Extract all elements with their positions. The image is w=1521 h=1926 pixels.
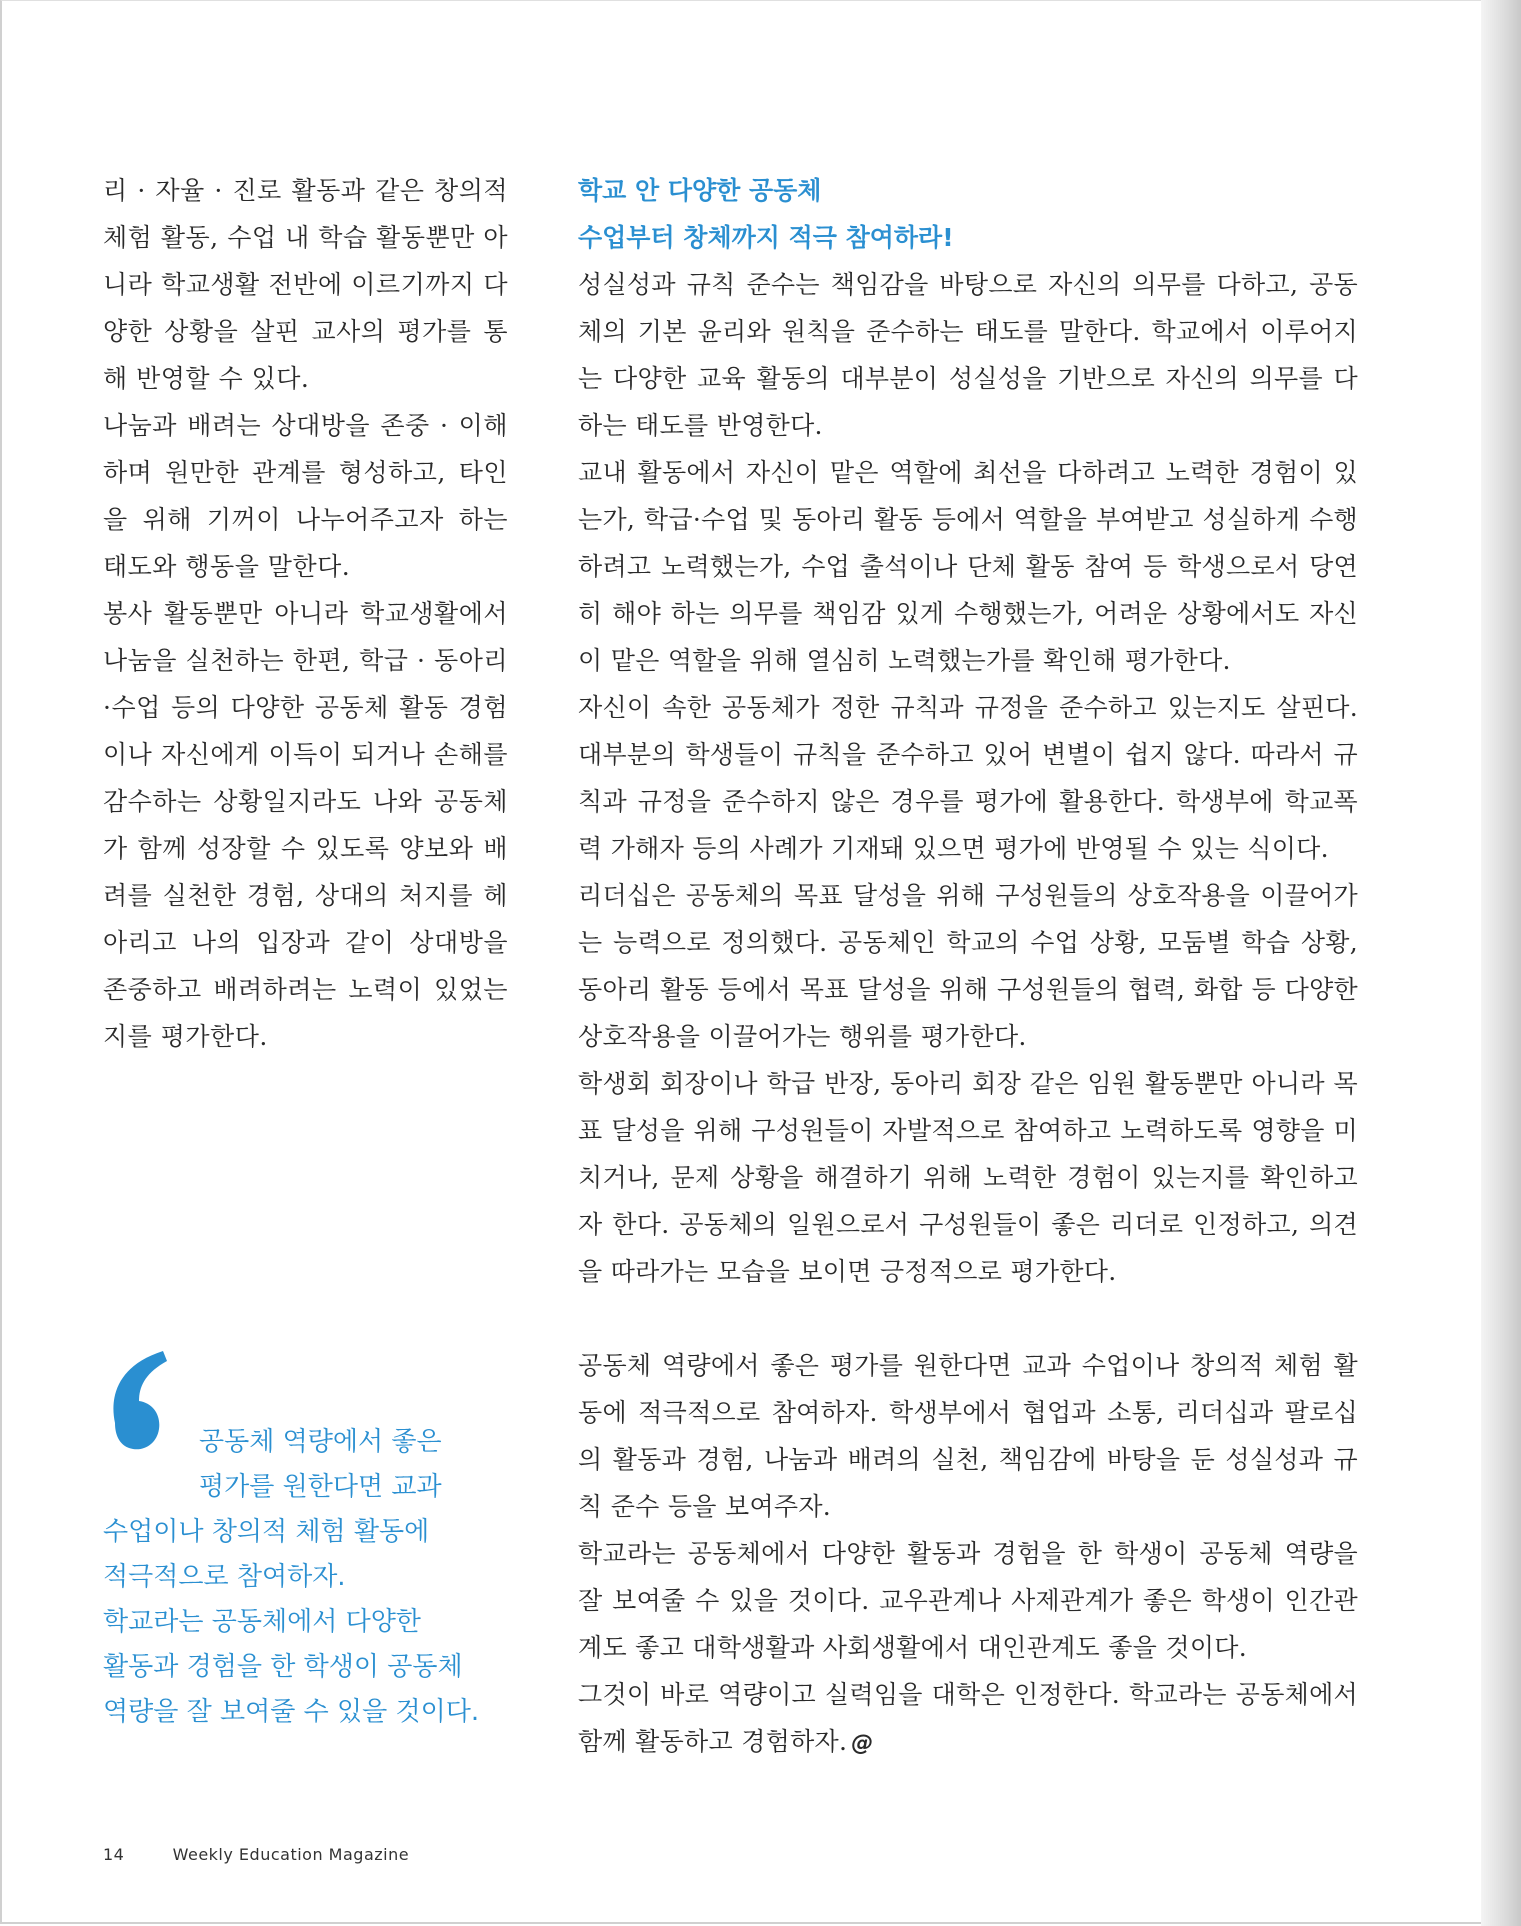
right-paragraph: 자신이 속한 공동체가 정한 규칙과 규정을 준수하고 있는지도 살핀다. 대부분의 학생들이 규칙을 준수하고 있어 변별이 쉽지 않다. 따라서 규칙과 규정을 준수하지 않은 경우를 평가에 활용한다. 학생부에 학교폭력 가해자 등의 사례가 기재돼 있으면 평가에 반영될 수 있는 식이다. — [578, 693, 1358, 863]
right-column — [578, 167, 1358, 1767]
pull-quote-line: 역량을 잘 보여줄 수 있을 것이다. — [103, 1697, 480, 1727]
left-paragraph: 봉사 활동뿐만 아니라 학교생활에서 나눔을 실천하는 한편, 학급 · 동아리·수업 등의 다양한 공동체 활동 경험이나 자신에게 이득이 되거나 손해를 감수하는 상황일지라도 나와 공동체가 함께 성장할 수 있도록 양보와 배려를 실천한 경험, 상대의 처지를 헤아리고 나의 입장과 같이 상대방을 존중하고 배려하려는 노력이 있었는지를 평가한다. — [103, 599, 508, 1051]
page-number: 14 — [103, 1845, 125, 1864]
pull-quote-line: 적극적으로 참여하자. — [103, 1562, 346, 1592]
pull-quote-line: 수업이나 창의적 체험 활동에 — [103, 1517, 430, 1547]
right-paragraph: 교내 활동에서 자신이 맡은 역할에 최선을 다하려고 노력한 경험이 있는가, 학급·수업 및 동아리 활동 등에서 역할을 부여받고 성실하게 수행하려고 노력했는가, 수업 출석이나 단체 활동 참여 등 학생으로서 당연히 해야 하는 의무를 책임감 있게 수행했는가, 어려운 상황에서도 자신이 맡은 역할을 위해 열심히 노력했는가를 확인해 평가한다. — [578, 458, 1358, 675]
end-mark-icon: @ — [851, 1731, 874, 1756]
right-paragraph: 성실성과 규칙 준수는 책임감을 바탕으로 자신의 의무를 다하고, 공동체의 기본 윤리와 원칙을 준수하는 태도를 말한다. 학교에서 이루어지는 다양한 교육 활동의 대부분이 성실성을 기반으로 자신의 의무를 다하는 태도를 반영한다. — [578, 270, 1358, 440]
closing-paragraph — [578, 1671, 1358, 1767]
right-paragraph: 학생회 회장이나 학급 반장, 동아리 회장 같은 임원 활동뿐만 아니라 목표 달성을 위해 구성원들이 자발적으로 참여하고 노력하도록 영향을 미치거나, 문제 상황을 해결하기 위해 노력한 경험이 있는지를 확인하고자 한다. 공동체의 일원으로서 구성원들이 좋은 리더로 인정하고, 의견을 따라가는 모습을 보이면 긍정적으로 평가한다. — [578, 1069, 1358, 1286]
closing-paragraph-text: 그것이 바로 역량이고 실력임을 대학은 인정한다. 학교라는 공동체에서 함께 활동하고 경험하자. — [578, 1680, 1358, 1756]
left-column — [103, 167, 508, 1060]
right-paragraph: 리더십은 공동체의 목표 달성을 위해 구성원들의 상호작용을 이끌어가는 능력으로 정의했다. 공동체인 학교의 수업 상황, 모둠별 학습 상황, 동아리 활동 등에서 목표 달성을 위해 구성원들의 협력, 화합 등 다양한 상호작용을 이끌어가는 행위를 평가한다. — [578, 881, 1358, 1051]
pull-quote-line: 활동과 경험을 한 학생이 공동체 — [103, 1652, 463, 1682]
page-footer — [103, 1845, 409, 1864]
closing-paragraph: 학교라는 공동체에서 다양한 활동과 경험을 한 학생이 공동체 역량을 잘 보여줄 수 있을 것이다. 교우관계나 사제관계가 좋은 학생이 인간관계도 좋고 대학생활과 사회생활에서 대인관계도 좋을 것이다. — [578, 1539, 1358, 1662]
left-paragraph: 리 · 자율 · 진로 활동과 같은 창의적 체험 활동, 수업 내 학습 활동뿐만 아니라 학교생활 전반에 이르기까지 다양한 상황을 살핀 교사의 평가를 통해 반영할 수 있다. — [103, 176, 508, 393]
left-paragraph: 나눔과 배려는 상대방을 존중 · 이해하며 원만한 관계를 형성하고, 타인을 위해 기꺼이 나누어주고자 하는 태도와 행동을 말한다. — [103, 411, 508, 581]
pull-quote-line: 학교라는 공동체에서 다양한 — [103, 1607, 421, 1637]
section-heading-line2: 수업부터 창체까지 적극 참여하라! — [578, 223, 954, 252]
paragraph-spacer — [578, 1295, 1358, 1342]
magazine-name: Weekly Education Magazine — [172, 1845, 410, 1864]
section-heading-line1: 학교 안 다양한 공동체 — [578, 176, 822, 205]
pull-quote-line: 공동체 역량에서 좋은 — [199, 1427, 442, 1457]
pull-quote — [103, 1427, 503, 1735]
pull-quote-line: 평가를 원한다면 교과 — [199, 1472, 442, 1502]
closing-paragraph: 공동체 역량에서 좋은 평가를 원한다면 교과 수업이나 창의적 체험 활동에 적극적으로 참여하자. 학생부에서 협업과 소통, 리더십과 팔로십의 활동과 경험, 나눔과 배려의 실천, 책임감에 바탕을 둔 성실성과 규칙 준수 등을 보여주자. — [578, 1351, 1358, 1521]
page-spine-shadow — [1481, 0, 1521, 1926]
